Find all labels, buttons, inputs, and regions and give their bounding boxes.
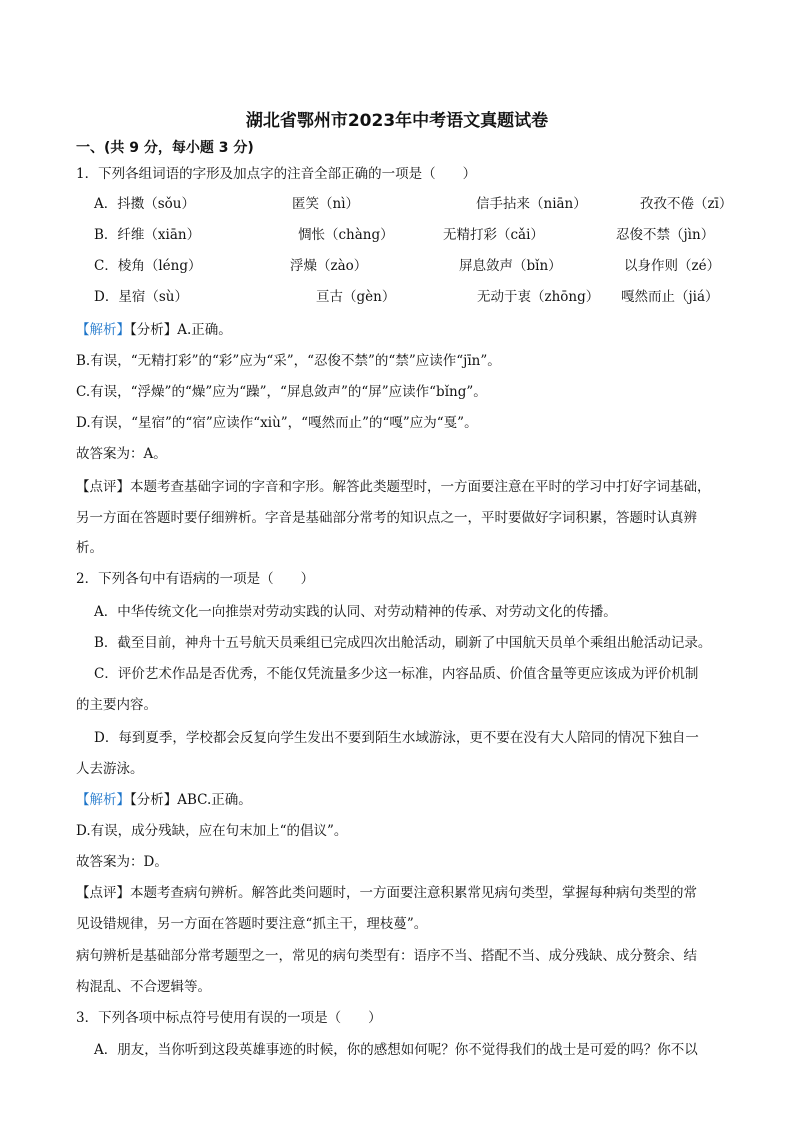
q1-analysis (76, 320, 756, 340)
q2-opt-a: A．中华传统文化一向推崇对劳动实践的认同、对劳动精神的传承、对劳动文化的传播。 (94, 604, 617, 620)
q2-opt-c: C．评价艺术作品是否优秀，不能仅凭流量多少这一标准，内容品质、价值含量等更应该成为评价机制 (94, 666, 699, 682)
q1-line-6: 另一方面在答题时要仔细辨析。字音是基础部分常考的知识点之一，平时要做好字词积累，答题时认真辨 (76, 510, 697, 526)
q3-opt-a: A．朋友，当你听到这段英雄事迹的时候，你的感想如何呢？你不觉得我们的战士是可爱的吗？你不以 (94, 1042, 698, 1058)
q1-row-a-3: 信手拈来（niān） (476, 196, 587, 212)
q1-line-3: D.有误，“星宿”的“宿”应读作“xiù”，“嘎然而止”的“嘎”应为“戛”。 (76, 415, 478, 431)
q1-line-4: 故答案为：A。 (76, 446, 167, 462)
q1-line-5: 【点评】本题考查基础字词的字音和字形。解答此类题型时，一方面要注意在平时的学习中打好字词基础， (76, 479, 711, 495)
q2-opt-b: B．截至目前，神舟十五号航天员乘组已完成四次出舱活动，刷新了中国航天员单个乘组出舱活动记录。 (94, 635, 712, 651)
page-title: 湖北省鄂州市2023年中考语文真题试卷 (245, 111, 549, 131)
q2-line-6: 构混乱、不合逻辑等。 (76, 979, 211, 995)
analysis-text: 【分析】ABC.正确。 (130, 792, 252, 808)
q1-stem: 1．下列各组词语的字形及加点字的注音全部正确的一项是（ ） (76, 166, 477, 182)
analysis-tag: 【解析】 (76, 792, 130, 808)
section-heading: 一、(共 9 分，每小题 3 分) (76, 140, 254, 156)
q1-row-d-2: 亘古（gèn） (316, 289, 396, 305)
q1-line-1: B.有误，“无精打彩”的“彩”应为“采”，“忍俊不禁”的“禁”应读作“jīn”。 (76, 353, 501, 369)
q2-stem: 2．下列各句中有语病的一项是（ ） (76, 571, 315, 587)
q1-row-d-1: D．星宿（sù） (94, 289, 188, 305)
q2-line-2: 故答案为：D。 (76, 854, 168, 870)
q1-row-c-1: C．棱角（léng） (94, 258, 202, 274)
q1-row-a-1: A．抖擞（sǒu） (94, 196, 195, 212)
q2-opt-d-cont: 人去游泳。 (76, 761, 144, 777)
q1-line-2: C.有误，“浮燥”的“燥”应为“躁”，“屏息敛声”的“屏”应读作“bǐng”。 (76, 384, 487, 400)
q2-opt-d: D．每到夏季，学校都会反复向学生发出不要到陌生水域游泳，更不要在没有大人陪同的情况下独自一 (94, 730, 699, 746)
q1-row-b-4: 忍俊不禁（jìn） (616, 227, 715, 243)
q1-line-7: 析。 (76, 540, 103, 556)
q1-row-c-3: 屏息敛声（bǐn） (459, 258, 562, 274)
q1-row-b-1: B．纤维（xiān） (94, 227, 201, 243)
q1-row-a-4: 孜孜不倦（zī） (640, 196, 733, 212)
q2-line-3: 【点评】本题考查病句辨析。解答此类问题时，一方面要注意积累常见病句类型，掌握每种病句类型的常 (76, 885, 697, 901)
q1-row-b-3: 无精打彩（cǎi） (443, 227, 544, 243)
q2-analysis (76, 790, 756, 810)
q1-row-c-4: 以身作则（zé） (624, 258, 721, 274)
q2-line-1: D.有误，成分残缺，应在句末加上“的倡议”。 (76, 823, 348, 839)
analysis-text: 【分析】A.正确。 (130, 322, 232, 338)
q1-row-a-2: 匿笑（nì） (292, 196, 360, 212)
q3-stem: 3．下列各项中标点符号使用有误的一项是（ ） (76, 1010, 382, 1026)
q2-line-5: 病句辨析是基础部分常考题型之一，常见的病句类型有：语序不当、搭配不当、成分残缺、成分赘余、结 (76, 948, 697, 964)
q1-row-d-3: 无动于衷（zhōng） (477, 289, 600, 305)
q2-line-4: 见设错规律，另一方面在答题时要注意“抓主干，理枝蔓”。 (76, 916, 428, 932)
q1-row-c-2: 浮燥（zào） (290, 258, 368, 274)
q2-opt-c-cont: 的主要内容。 (76, 697, 157, 713)
q1-row-b-2: 惆怅（chàng） (298, 227, 394, 243)
q1-row-d-4: 嘎然而止（jiá） (621, 289, 719, 305)
analysis-tag: 【解析】 (76, 322, 130, 338)
